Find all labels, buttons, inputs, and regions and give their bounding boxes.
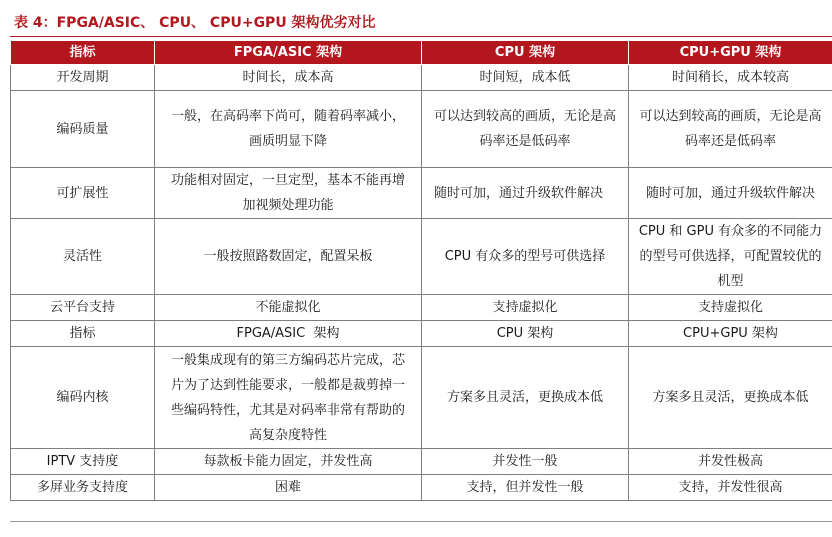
row-label: 多屏业务支持度: [11, 475, 155, 501]
table-cell: CPU 和 GPU 有众多的不同能力的型号可供选择，可配置较优的机型: [629, 219, 832, 295]
table-cell: 一般按照路数固定，配置呆板: [155, 219, 422, 295]
table-cell: 支持虚拟化: [629, 295, 832, 321]
table-row: [11, 347, 832, 449]
table-cell: 随时可加，通过升级软件解决: [422, 168, 629, 219]
row-label: 编码内核: [11, 347, 155, 449]
header-row: [11, 41, 832, 65]
table-cell: 功能相对固定，一旦定型，基本不能再增加视频处理功能: [155, 168, 422, 219]
table-cell: 时间稍长，成本较高: [629, 65, 832, 91]
header-metric: 指标: [11, 41, 155, 65]
table-row: [11, 219, 832, 295]
table-cell: 支持，并发性很高: [629, 475, 832, 501]
table-row: [11, 91, 832, 168]
table-caption: 表 4：FPGA/ASIC、 CPU、 CPU+GPU 架构优劣对比: [14, 15, 376, 31]
page-footer-divider: [10, 521, 832, 522]
row-label: 云平台支持: [11, 295, 155, 321]
row-label: 灵活性: [11, 219, 155, 295]
header-fpga-asic: FPGA/ASIC 架构: [155, 41, 422, 65]
table-cell: 方案多且灵活，更换成本低: [629, 347, 832, 449]
table-cell: 困难: [155, 475, 422, 501]
table-cell: CPU+GPU 架构: [629, 321, 832, 347]
table-row: [11, 449, 832, 475]
table-cell: 不能虚拟化: [155, 295, 422, 321]
table-cell: 支持，但并发性一般: [422, 475, 629, 501]
table-cell: CPU 架构: [422, 321, 629, 347]
table-cell: 可以达到较高的画质，无论是高码率还是低码率: [422, 91, 629, 168]
table-cell: 每款板卡能力固定，并发性高: [155, 449, 422, 475]
row-label: 指标: [11, 321, 155, 347]
caption-divider: [10, 36, 832, 37]
table-cell: 一般，在高码率下尚可，随着码率减小， 画质明显下降: [155, 91, 422, 168]
table-row: [11, 65, 832, 91]
row-label: 可扩展性: [11, 168, 155, 219]
header-cpu: CPU 架构: [422, 41, 629, 65]
row-label: 编码质量: [11, 91, 155, 168]
table-cell: FPGA/ASIC 架构: [155, 321, 422, 347]
table-cell: 一般集成现有的第三方编码芯片完成，芯片为了达到性能要求，一般都是裁剪掉一些编码特性，尤其是对码率非常有帮助的高复杂度特性: [155, 347, 422, 449]
table-cell: 随时可加，通过升级软件解决: [629, 168, 832, 219]
table-cell: 并发性极高: [629, 449, 832, 475]
table-cell: 并发性一般: [422, 449, 629, 475]
table-cell: 时间短，成本低: [422, 65, 629, 91]
row-label: 开发周期: [11, 65, 155, 91]
table-cell: CPU 有众多的型号可供选择: [422, 219, 629, 295]
row-label: IPTV 支持度: [11, 449, 155, 475]
table-cell: 可以达到较高的画质，无论是高码率还是低码率: [629, 91, 832, 168]
table-row: [11, 295, 832, 321]
table-row: [11, 168, 832, 219]
architecture-comparison-table: [10, 40, 832, 501]
header-cpu-gpu: CPU+GPU 架构: [629, 41, 832, 65]
table-row: [11, 321, 832, 347]
table-cell: 时间长，成本高: [155, 65, 422, 91]
table-cell: 方案多且灵活，更换成本低: [422, 347, 629, 449]
table-cell: 支持虚拟化: [422, 295, 629, 321]
table-row: [11, 475, 832, 501]
